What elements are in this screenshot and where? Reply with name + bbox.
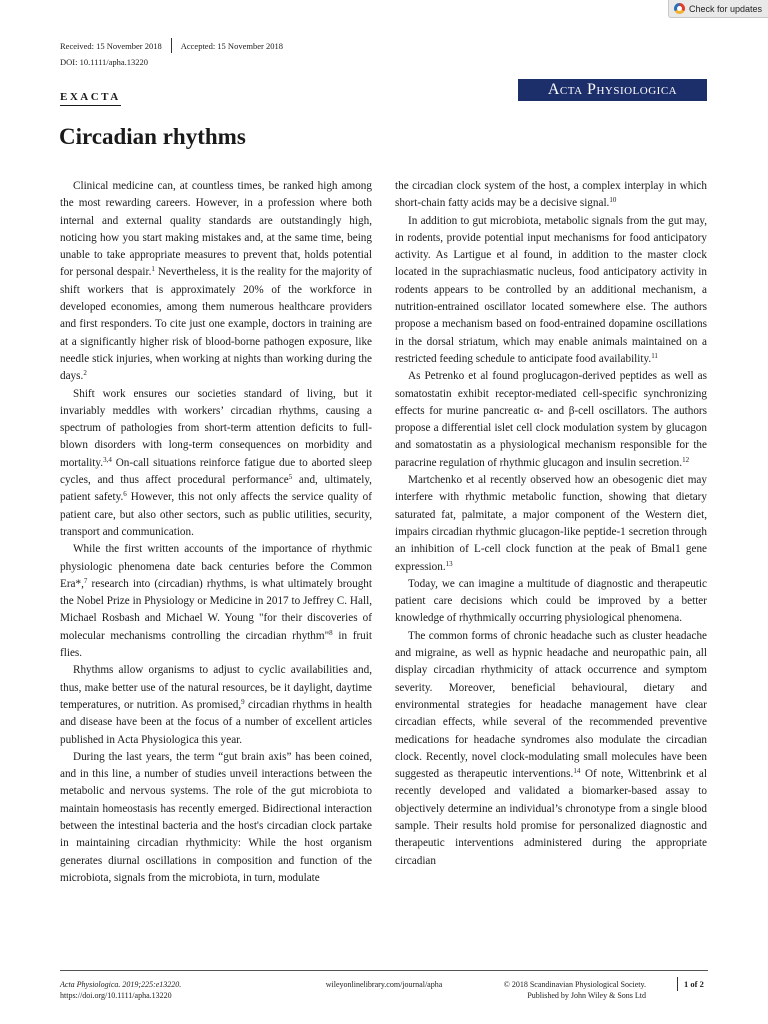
check-for-updates-button[interactable] — [668, 0, 768, 18]
footer-doi-link[interactable]: https://doi.org/10.1111/apha.13220 — [60, 991, 172, 1000]
dates-divider — [171, 38, 172, 53]
reference-marker[interactable]: 7 — [83, 576, 88, 585]
body-paragraph: Today, we can imagine a multitude of diagnostic and therapeutic patient care decisions which could be improved by a better knowledge of rhythmically occurring physiological phenomena. — [395, 577, 707, 625]
reference-marker[interactable]: 14 — [573, 767, 581, 776]
body-paragraph: Shift work ensures our societies standard of living, but it invariably meddles with workers’ circadian rhythms, causing a spectrum of pathologies from short-term attention deficits to full-blown disorders with long-term consequences on morbidity and mortality.$^{3,4}$ On-call situations reinforce fatigue due to aborted sleep cycles, and thus affect procedural performance$^5$ and, ultimately, patient safety.$^6$ However, this not only affects the service quality of patient care, but also other sectors, such as public utilities, security, transport and communication. — [60, 387, 372, 538]
reference-marker[interactable]: 12 — [682, 455, 690, 464]
body-paragraph: Rhythms allow organisms to adjust to cyclic availabilities and, thus, make better use of the natural resources, be it daylight, daytime temperatures, or nutrition. As promised,$^9$ circadian rhythms in health and disease have been at the focus of a number of excellent articles published in Acta Physiologica this year. — [60, 664, 373, 746]
received-date: Received: 15 November 2018 — [60, 40, 162, 51]
reference-marker[interactable]: 8 — [329, 628, 333, 637]
reference-marker[interactable]: 10 — [609, 196, 617, 205]
body-paragraph: Clinical medicine can, at countless times, be ranked high among the most rewarding careers. However, in a profession where both internal and external quality standards are outstandingly high, noticing how you start making mistakes and, at the same time, being unable to take appropriate measures to prevent that, holds potential for personal despair.$^1$ Nevertheless, it is the reality for the majority of shift workers that is approximately 20% of the workforce in developed economies, among them numerous healthcare providers and first responders. To cite just one example, doctors in training are at a significantly higher risk of blood-borne pathogen exposure, like needle stick injuries, when working at nights than working during the days.$^2$ — [60, 180, 373, 383]
dates-line — [60, 38, 283, 53]
reference-marker[interactable]: 1 — [151, 265, 155, 274]
footer-citation: Acta Physiologica. 2019;225:e13220. — [60, 980, 182, 989]
footer-copyright: © 2018 Scandinavian Physiological Society. — [503, 980, 646, 989]
body-paragraph: In addition to gut microbiota, metabolic signals from the gut may, in rodents, provide potential input mechanisms for food anticipatory activity. As Lartigue et al found, in addition to the master clock located in the suprachiasmatic nucleus, food anticipatory activity in rodents appears to be controlled by an additional mechanism, a nutrition-entrained oscillator located somewhere else. The authors propose a mechanism based on food-entrained dopamine oscillations in the dorsal striatum, which may enable animals maintained on a restricted feeding schedule to anticipate food availability.$^{11}$ — [395, 214, 707, 365]
footer-publisher: Published by John Wiley & Sons Ltd — [527, 991, 646, 1000]
text-column-left — [60, 178, 372, 887]
body-paragraph: Martchenko et al recently observed how an obesogenic diet may interfere with rhythmic metabolic function, showing that dietary saturated fat, palmitate, a major component of the Western diet, impairs circadian rhythmic glucagon-like peptide-1 secretion through an inhibition of L-cell clock function at the peak of Bmal1 gene expression.$^{13}$ — [395, 474, 707, 573]
journal-name: Acta Physiologica — [547, 81, 678, 98]
reference-marker[interactable]: 11 — [651, 351, 658, 360]
body-paragraph: the circadian clock system of the host, a complex interplay in which short-chain fatty acids may be a decisive signal.$^{10}$ — [395, 180, 707, 210]
footer-website-link[interactable]: wileyonlinelibrary.com/journal/apha — [325, 980, 443, 989]
reference-marker[interactable]: 2 — [83, 369, 87, 378]
body-paragraph: The common forms of chronic headache such as cluster headache and migraine, as well as hypnic headache and neuropathic pain, all display circadian rhythmicity of attack occurrence and symptom severity. Moreover, beneficial behavioural, dietary and environmental strategies for headache management have clear circadian effects, while several of the recommended preventive medications for headache syndromes also modulate the circadian clock. Recently, novel clock-modulating small molecules have been suggested as therapeutic interventions.$^{14}$ Of note, Wittenbrink et al recently developed and validated a biomarker-based assay to objectively determine an individual’s chronotype from a single blood sample. Their results hold promise for personalized diagnostic and therapeutic interventions administered during the appropriate circadian — [395, 629, 708, 867]
footer-rule — [60, 970, 708, 971]
reference-marker[interactable]: 5 — [288, 473, 293, 482]
journal-banner — [518, 79, 707, 101]
body-paragraph: As Petrenko et al found proglucagon-derived peptides as well as somatostatin exhibit receptor-mediated cell-specific synchronizing effects for murine pancreatic α- and β-cell oscillators. The authors propose a differential islet cell clock modulation system by glucagon and somatostatin as a physiological mechanism responsible for the paracrine regulation of rhythmic glucagon and insulin secretion.$^{12}$ — [395, 370, 707, 469]
accepted-date: Accepted: 15 November 2018 — [180, 40, 283, 51]
body-paragraph: While the first written accounts of the importance of rhythmic physiologic phenomena date back centuries before the Common Era*,$^7$ research into (circadian) rhythms, is what ultimately brought the Nobel Prize in Physiology or Medicine in 2017 to Jeffrey C. Hall, Michael Rosbash and Michael W. Young "for their discoveries of molecular mechanisms controlling the circadian rhythm"$^8$ in fruit flies. — [60, 543, 372, 660]
footer-copyright-block — [504, 979, 646, 1001]
body-paragraph: During the last years, the term “gut brain axis” has been coined, and in this line, a number of studies unveil interactions between the metabolic and nervous systems. The role of the gut microbiota to maintain homeostasis has recently emerged. Bidirectional interaction between the intestinal bacteria and the host's circadian clock partake in maintaining circadian rhythmicity: While the host organism generates diurnal oscillations in composition and function of the microbiota, signals from the microbiota, in turn, modulate — [60, 750, 372, 884]
page-number: 1 of 2 — [677, 977, 704, 991]
text-column-right — [395, 178, 707, 870]
reference-marker[interactable]: 9 — [241, 697, 245, 706]
crossmark-icon — [674, 3, 685, 14]
check-for-updates-label: Check for updates — [689, 3, 763, 14]
reference-marker[interactable]: 3,4 — [103, 455, 112, 464]
doi: DOI: 10.1111/apha.13220 — [60, 57, 149, 67]
reference-marker[interactable]: 13 — [445, 559, 453, 568]
reference-marker[interactable]: 6 — [123, 490, 127, 499]
footer-website — [0, 979, 768, 990]
section-label: EXACTA — [60, 91, 121, 106]
article-title: Circadian rhythms — [59, 124, 246, 149]
